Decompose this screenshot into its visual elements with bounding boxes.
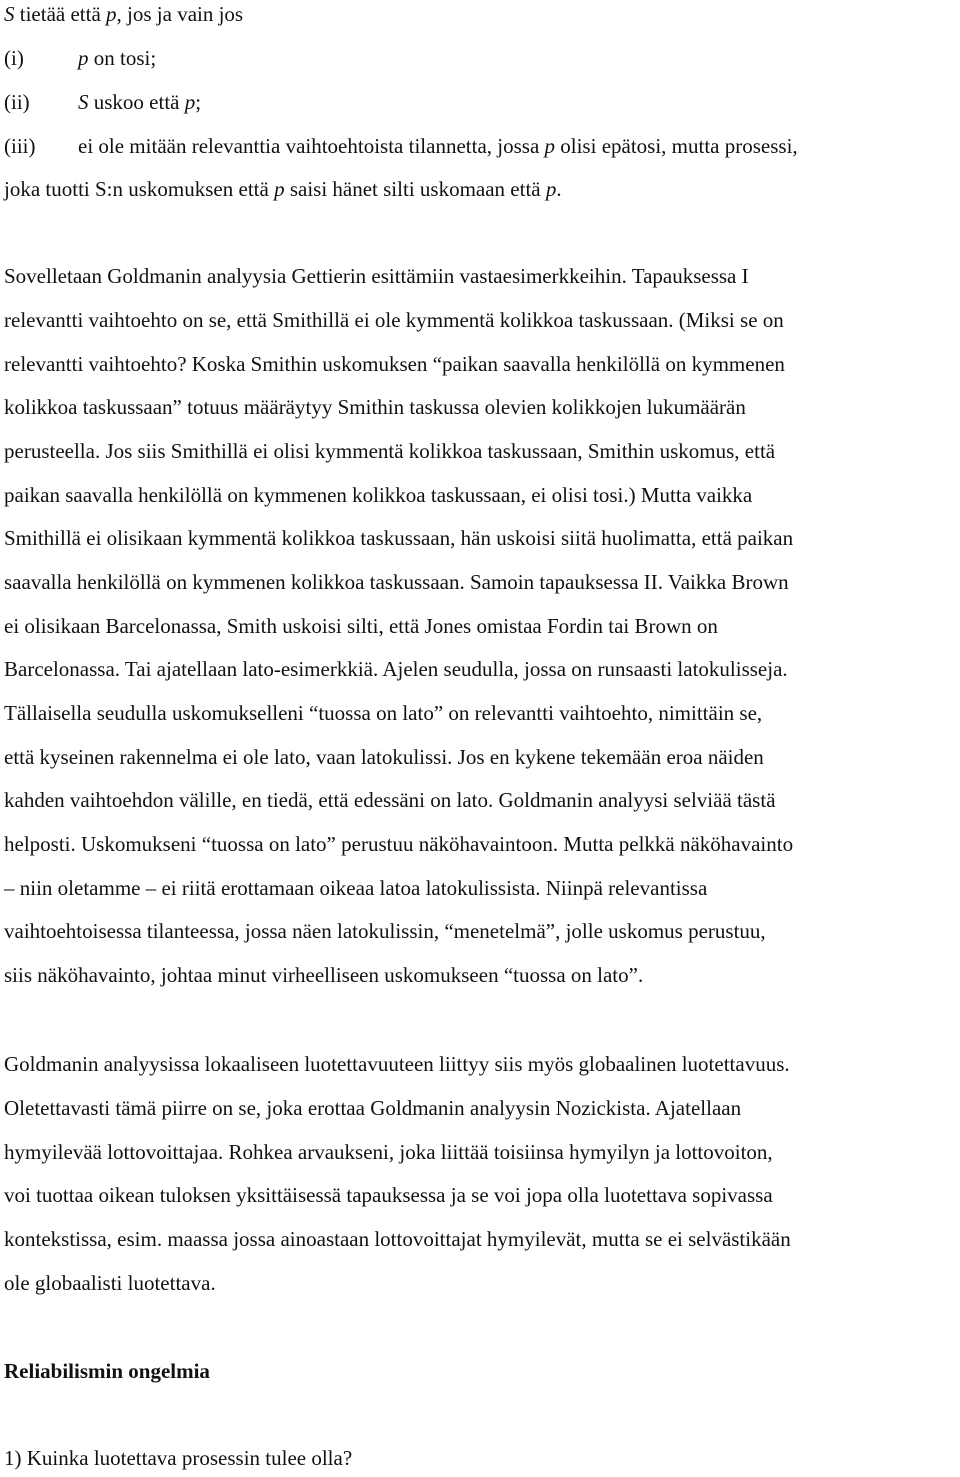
definition-intro [4, 0, 243, 28]
condition-label: (ii) [4, 90, 30, 114]
paragraph-line: paikan saavalla henkilöllä on kymmenen kolikkoa taskussaan, ei olisi tosi.) Mutta vaikka [4, 483, 753, 507]
condition-continuation [4, 175, 562, 203]
variable-s: S [4, 2, 15, 26]
variable-s: S [78, 90, 89, 114]
condition-label: (i) [4, 46, 24, 70]
variable-p: p [545, 177, 557, 201]
text-span: tietää että [14, 2, 107, 26]
text-span: saisi hänet silti uskomaan että [284, 177, 546, 201]
text-span: , jos ja vain jos [116, 2, 244, 26]
condition-text [78, 132, 798, 160]
condition-iii [4, 132, 956, 160]
question-1: 1) Kuinka luotettava prosessin tulee olla? [4, 1446, 353, 1470]
paragraph-line: että kyseinen rakennelma ei ole lato, vaan latokulissi. Jos en kykene tekemään eroa näiden [4, 745, 764, 769]
variable-p: p [106, 2, 117, 26]
text-span: uskoo että [88, 90, 185, 114]
paragraph-line: Goldmanin analyysissa lokaaliseen luotettavuuteen liittyy siis myös globaalinen luotettavuus. [4, 1052, 790, 1076]
variable-p: p [78, 46, 89, 70]
condition-ii [4, 88, 956, 116]
paragraph-line: – niin oletamme – ei riitä erottamaan oikeaa latoa latokulissista. Niinpä relevantissa [4, 876, 708, 900]
paragraph-line: helposti. Uskomukseni “tuossa on lato” perustuu näköhavaintoon. Mutta pelkkä näköhavainto [4, 832, 794, 856]
text-span: joka tuotti S:n uskomuksen että [4, 177, 275, 201]
condition-label: (iii) [4, 134, 36, 158]
paragraph-line: voi tuottaa oikean tuloksen yksittäisessä tapauksessa ja se voi jopa olla luotettava sopivassa [4, 1183, 773, 1207]
paragraph-line: ole globaalisti luotettava. [4, 1271, 216, 1295]
condition-i [4, 44, 956, 72]
condition-text [78, 44, 156, 72]
paragraph-line: hymyilevää lottovoittajaa. Rohkea arvaukseni, joka liittää toisiinsa hymyilyn ja lottovoiton, [4, 1140, 773, 1164]
paragraph-line: Oletettavasti tämä piirre on se, joka erottaa Goldmanin analyysin Nozickista. Ajatellaan [4, 1096, 742, 1120]
condition-text [78, 88, 201, 116]
paragraph-line: vaihtoehtoisessa tilanteessa, jossa näen latokulissin, “menetelmä”, jolle uskomus perustuu, [4, 919, 766, 943]
paragraph-line: perusteella. Jos siis Smithillä ei olisi kymmentä kolikkoa taskussaan, Smithin uskomus, että [4, 439, 776, 463]
section-heading: Reliabilismin ongelmia [4, 1359, 210, 1383]
paragraph-line: relevantti vaihtoehto? Koska Smithin uskomuksen “paikan saavalla henkilöllä on kymmenen [4, 352, 785, 376]
paragraph-line: kahden vaihtoehdon välille, en tiedä, että edessäni on lato. Goldmanin analyysi selviää tästä [4, 788, 776, 812]
text-span: ei ole mitään relevanttia vaihtoehtoista tilannetta, jossa [78, 134, 545, 158]
text-span: olisi epätosi, mutta prosessi, [555, 134, 798, 158]
paragraph-line: kontekstissa, esim. maassa jossa ainoastaan lottovoittajat hymyilevät, mutta se ei selvästikään [4, 1227, 791, 1251]
paragraph-line: relevantti vaihtoehto on se, että Smithillä ei ole kymmentä kolikkoa taskussaan. (Miksi se on [4, 308, 784, 332]
paragraph-line: Sovelletaan Goldmanin analyysia Gettierin esittämiin vastaesimerkkeihin. Tapauksessa I [4, 264, 749, 288]
variable-p: p [184, 90, 196, 114]
variable-p: p [544, 134, 556, 158]
text-span: ; [195, 90, 202, 114]
paragraph-line: ei olisikaan Barcelonassa, Smith uskoisi silti, että Jones omistaa Fordin tai Brown on [4, 614, 718, 638]
paragraph-line: saavalla henkilöllä on kymmenen kolikkoa taskussaan. Samoin tapauksessa II. Vaikka Brown [4, 570, 789, 594]
text-span: . [556, 177, 562, 201]
variable-p: p [274, 177, 285, 201]
paragraph-line: Barcelonassa. Tai ajatellaan lato-esimerkkiä. Ajelen seudulla, jossa on runsaasti latokulisseja. [4, 657, 788, 681]
paragraph-line: Smithillä ei olisikaan kymmentä kolikkoa taskussaan, hän uskoisi siitä huolimatta, että paikan [4, 526, 794, 550]
paragraph-line: kolikkoa taskussaan” totuus määräytyy Smithin taskussa olevien kolikkojen lukumäärän [4, 395, 746, 419]
paragraph-line: Tällaisella seudulla uskomukselleni “tuossa on lato” on relevantti vaihtoehto, nimittäin se, [4, 701, 763, 725]
paragraph-line: siis näköhavainto, johtaa minut virheelliseen uskomukseen “tuossa on lato”. [4, 963, 644, 987]
text-span: on tosi; [88, 46, 157, 70]
